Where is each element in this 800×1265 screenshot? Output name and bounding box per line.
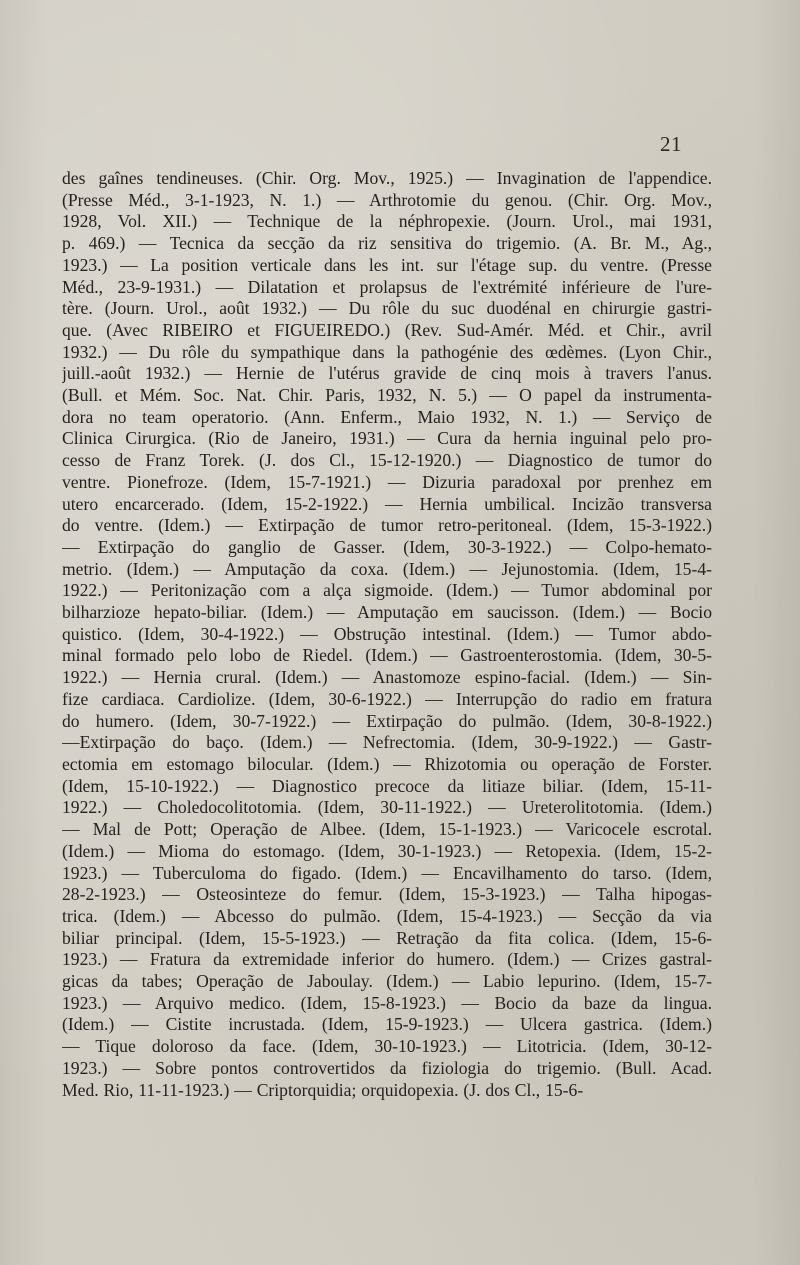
text-line: bilharzioze hepato-biliar. (Idem.) — Amputação em saucisson. (Idem.) — Bocio — [62, 602, 712, 623]
text-line: 1922.) — Peritonização com a alça sigmoide. (Idem.) — Tumor abdominal por — [62, 580, 712, 601]
text-line: metrio. (Idem.) — Amputação da coxa. (Idem.) — Jejunostomia. (Idem, 15-4- — [62, 558, 712, 579]
text-line: dora no team operatorio. (Ann. Enferm., Maio 1932, N. 1.) — Serviço de — [62, 406, 712, 427]
text-line: minal formado pelo lobo de Riedel. (Idem.) — Gastroenterostomia. (Idem, 30-5- — [62, 645, 712, 666]
text-line: quistico. (Idem, 30-4-1922.) — Obstrução intestinal. (Idem.) — Tumor abdo- — [62, 623, 712, 644]
text-line: 1923.) — Sobre pontos controvertidos da fiziologia do trigemio. (Bull. Acad. — [62, 1057, 712, 1078]
text-line: Med. Rio, 11-11-1923.) — Criptorquidia; orquidopexia. (J. dos Cl., 15-6- — [62, 1079, 584, 1100]
text-line: — Mal de Pott; Operação de Albee. (Idem, 15-1-1923.) — Varicocele escrotal. — [62, 819, 712, 840]
text-line: 1928, Vol. XII.) — Technique de la néphropexie. (Journ. Urol., mai 1931, — [62, 211, 712, 232]
text-line: 1923.) — Tuberculoma do figado. (Idem.) — Encavilhamento do tarso. (Idem, — [62, 862, 712, 883]
text-line: Clinica Cirurgica. (Rio de Janeiro, 1931.) — Cura da hernia inguinal pelo pro- — [62, 428, 712, 449]
text-line: utero encarcerado. (Idem, 15-2-1922.) — Hernia umbilical. Incizão transversa — [62, 493, 712, 514]
text-line: (Idem.) — Cistite incrustada. (Idem, 15-9-1923.) — Ulcera gastrica. (Idem.) — [62, 1014, 712, 1035]
text-line: cesso de Franz Torek. (J. dos Cl., 15-12-1920.) — Diagnostico de tumor do — [62, 450, 712, 471]
text-line: 1923.) — Fratura da extremidade inferior do humero. (Idem.) — Crizes gastral- — [62, 949, 712, 970]
text-line: 1923.) — Arquivo medico. (Idem, 15-8-1923.) — Bocio da baze da lingua. — [62, 992, 712, 1013]
text-line: (Bull. et Mém. Soc. Nat. Chir. Paris, 1932, N. 5.) — O papel da instrumenta- — [62, 385, 712, 406]
text-line: 1922.) — Hernia crural. (Idem.) — Anastomoze espino-facial. (Idem.) — Sin- — [62, 667, 712, 688]
text-line: biliar principal. (Idem, 15-5-1923.) — Retração da fita colica. (Idem, 15-6- — [62, 927, 712, 948]
text-line: fize cardiaca. Cardiolize. (Idem, 30-6-1922.) — Interrupção do radio em fratura — [62, 688, 712, 709]
text-line: ectomia em estomago bilocular. (Idem.) — Rhizotomia ou operação de Forster. — [62, 753, 712, 774]
text-line: 1922.) — Choledocolitotomia. (Idem, 30-11-1922.) — Ureterolitotomia. (Idem.) — [62, 797, 712, 818]
page-number: 21 — [660, 132, 682, 156]
text-line: trica. (Idem.) — Abcesso do pulmão. (Idem, 15-4-1923.) — Secção da via — [62, 905, 712, 926]
text-line: 1932.) — Du rôle du sympathique dans la pathogénie des œdèmes. (Lyon Chir., — [62, 341, 712, 362]
text-line: do ventre. (Idem.) — Extirpação de tumor retro-peritoneal. (Idem, 15-3-1922.) — [62, 515, 712, 536]
text-line: gicas da tabes; Operação de Jaboulay. (Idem.) — Labio lepurino. (Idem, 15-7- — [62, 971, 712, 992]
text-line: (Presse Méd., 3-1-1923, N. 1.) — Arthrotomie du genou. (Chir. Org. Mov., — [62, 189, 712, 210]
text-line: tère. (Journ. Urol., août 1932.) — Du rôle du suc duodénal en chirurgie gastri- — [62, 298, 712, 319]
text-line: juill.-août 1932.) — Hernie de l'utérus gravide de cinq mois à travers l'anus. — [62, 363, 712, 384]
text-line: 28-2-1923.) — Osteosinteze do femur. (Idem, 15-3-1923.) — Talha hipogas- — [62, 884, 712, 905]
text-line: Méd., 23-9-1931.) — Dilatation et prolapsus de l'extrémité inférieure de l'ure- — [62, 276, 712, 297]
bibliography-text — [62, 168, 712, 1101]
text-line: — Extirpação do ganglio de Gasser. (Idem, 30-3-1922.) — Colpo-hemato- — [62, 536, 712, 557]
text-line: —Extirpação do baço. (Idem.) — Nefrectomia. (Idem, 30-9-1922.) — Gastr- — [62, 732, 712, 753]
text-line: 1923.) — La position verticale dans les int. sur l'étage sup. du ventre. (Presse — [62, 254, 712, 275]
text-line: do humero. (Idem, 30-7-1922.) — Extirpação do pulmão. (Idem, 30-8-1922.) — [62, 710, 712, 731]
text-line: — Tique doloroso da face. (Idem, 30-10-1923.) — Litotricia. (Idem, 30-12- — [62, 1036, 712, 1057]
text-line: ventre. Pionefroze. (Idem, 15-7-1921.) — Dizuria paradoxal por prenhez em — [62, 471, 712, 492]
text-line: des gaînes tendineuses. (Chir. Org. Mov., 1925.) — Invagination de l'appendice. — [62, 168, 712, 188]
text-line: (Idem.) — Mioma do estomago. (Idem, 30-1-1923.) — Retopexia. (Idem, 15-2- — [62, 840, 712, 861]
text-line: p. 469.) — Tecnica da secção da riz sensitiva do trigemio. (A. Br. M., Ag., — [62, 233, 712, 254]
text-line: (Idem, 15-10-1922.) — Diagnostico precoce da litiaze biliar. (Idem, 15-11- — [62, 775, 712, 796]
text-line: que. (Avec RIBEIRO et FIGUEIREDO.) (Rev. Sud-Amér. Méd. et Chir., avril — [62, 319, 712, 340]
